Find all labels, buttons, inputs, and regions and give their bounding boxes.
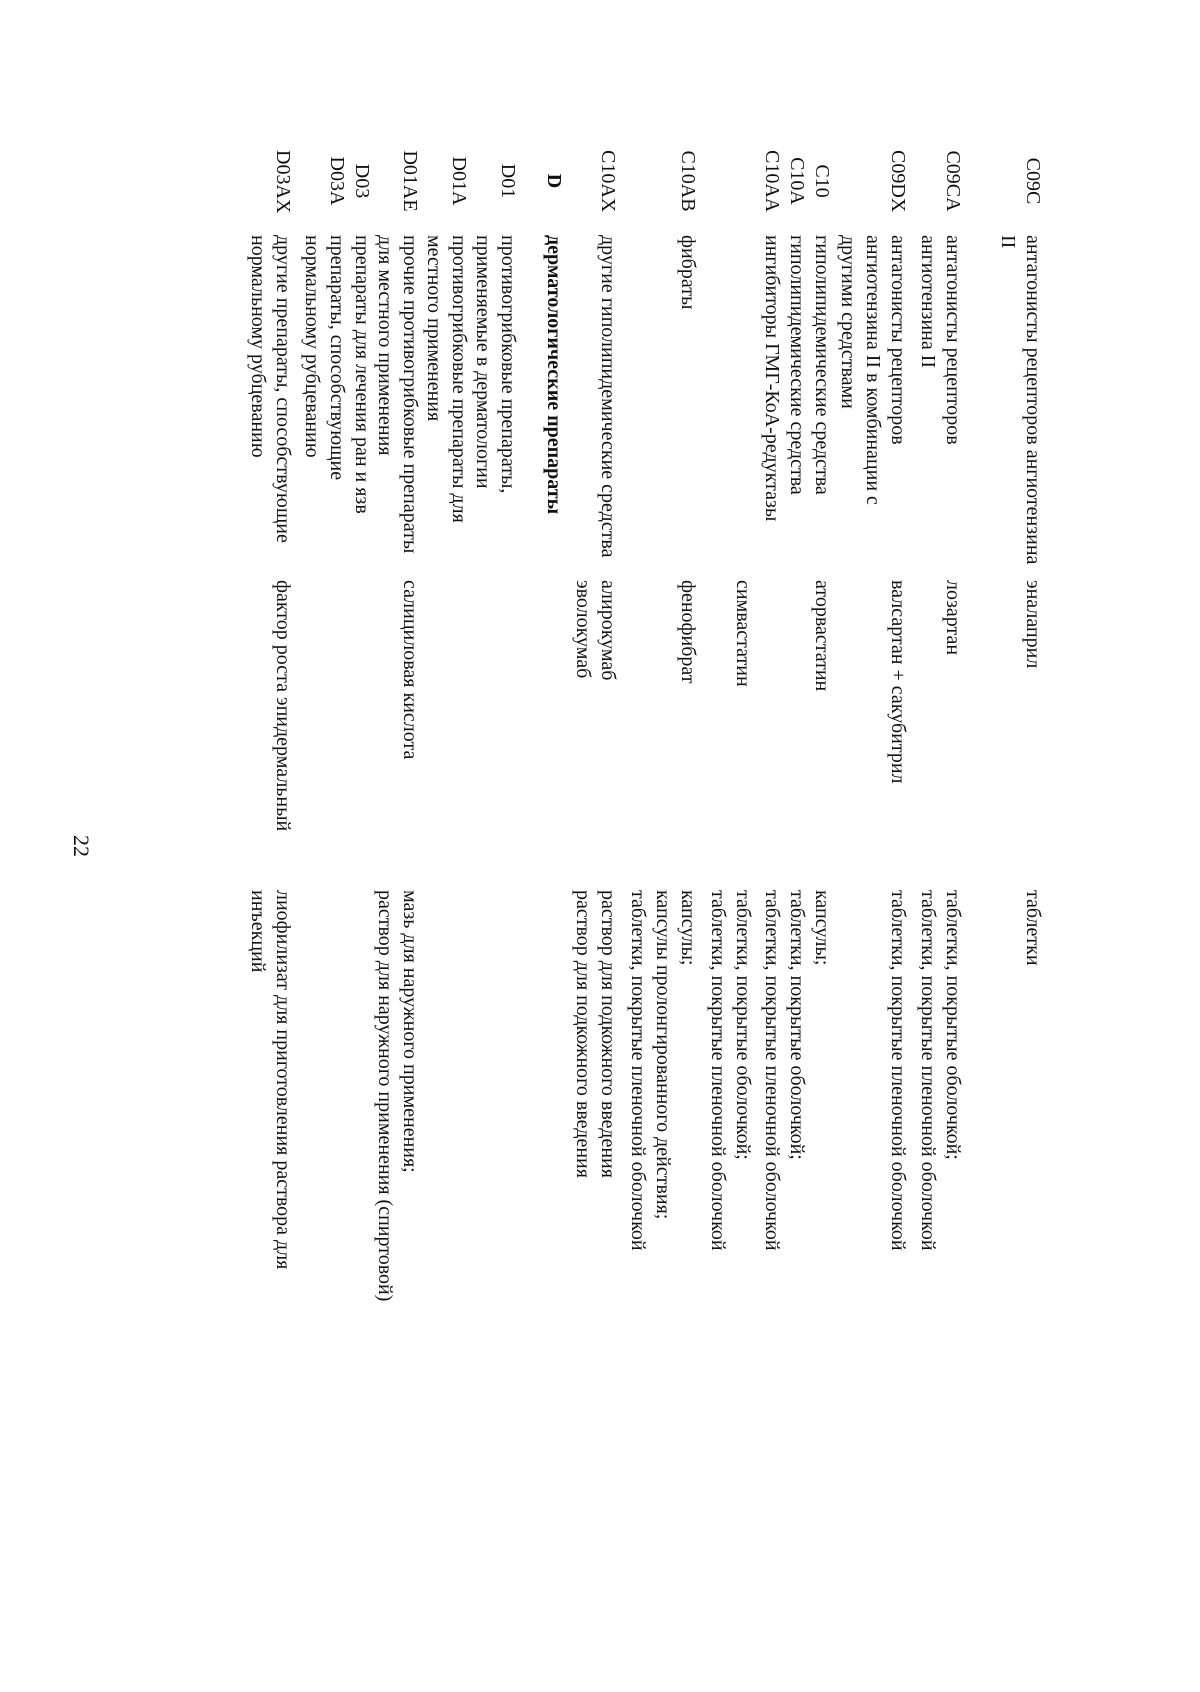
group-name: антагонисты рецепторов ангиотензина II в комбинации с другими средствами <box>837 235 909 505</box>
group-name: гиполипидемические средства гиполипидемические средства ингибиторы ГМГ-КоА-редуктазы <box>761 235 833 522</box>
atc-code: C10AB <box>677 150 699 212</box>
drug-name: аторвастатин <box>811 580 833 692</box>
atc-code: C09C <box>1022 157 1044 205</box>
medication-table <box>0 150 1200 1670</box>
dosage-form: мазь для наружного применения; раствор для наружного применения (спиртовой) <box>374 890 421 1302</box>
atc-code: D01A <box>448 156 470 206</box>
drug-name: эналаприл <box>1022 580 1044 669</box>
dosage-form: капсулы; таблетки, покрытые оболочкой; таблетки, покрытые пленочной оболочкой <box>761 890 833 1251</box>
atc-code: D <box>543 173 565 189</box>
dosage-form: таблетки, покрытые пленочной оболочкой <box>887 890 909 1251</box>
group-name: антагонисты рецепторов ангиотензина II <box>997 235 1044 565</box>
dosage-form: таблетки, покрытые оболочкой; таблетки, покрытые пленочной оболочкой <box>707 890 754 1251</box>
group-name: противогрибковые препараты, применяемые в дерматологии <box>472 235 519 494</box>
atc-code: C10AX <box>597 150 619 213</box>
group-name: фибраты <box>677 235 699 310</box>
group-name: другие препараты, способствующие нормальному рубцеванию <box>247 235 294 543</box>
group-name: другие гиполипидемические средства <box>597 235 619 558</box>
dosage-form: раствор для подкожного введения раствор для подкожного введения <box>572 890 619 1178</box>
group-name: противогрибковые препараты для местного применения <box>423 235 470 523</box>
dosage-form: капсулы; капсулы пролонгированного действия; таблетки, покрытые пленочной оболочкой <box>627 890 699 1251</box>
drug-name: алирокумаб эволокумаб <box>572 580 619 681</box>
atc-code: D03 D03A <box>326 156 373 206</box>
drug-name: фенофибрат <box>677 580 699 684</box>
drug-name: валсартан + сакубитрил <box>887 580 909 784</box>
atc-code: D03AX <box>272 150 294 214</box>
drug-name: салициловая кислота <box>399 580 421 760</box>
group-name: дерматологические препараты <box>543 235 565 515</box>
atc-code: C09DX <box>887 150 909 213</box>
drug-name: лозартан <box>942 580 964 656</box>
group-name: антагонисты рецепторов ангиотензина II <box>917 235 964 445</box>
atc-code: D01AE <box>399 150 421 212</box>
atc-code: C10 C10A C10AA <box>761 150 833 213</box>
dosage-form: таблетки, покрытые оболочкой; таблетки, покрытые пленочной оболочкой <box>917 890 964 1251</box>
group-name: препараты для лечения ран и язв препараты, способствующие нормальному рубцеванию <box>301 235 373 514</box>
dosage-form: таблетки <box>1022 890 1044 966</box>
group-name: прочие противогрибковые препараты для местного применения <box>374 235 421 554</box>
drug-name: фактор роста эпидермальный <box>272 580 294 832</box>
atc-code: D01 <box>497 163 519 199</box>
atc-code: C09CA <box>942 150 964 212</box>
drug-name: симвастатин <box>732 580 754 687</box>
dosage-form: лиофилизат для приготовления раствора для инъекций <box>247 890 294 1270</box>
page-number: 22 <box>69 835 94 857</box>
